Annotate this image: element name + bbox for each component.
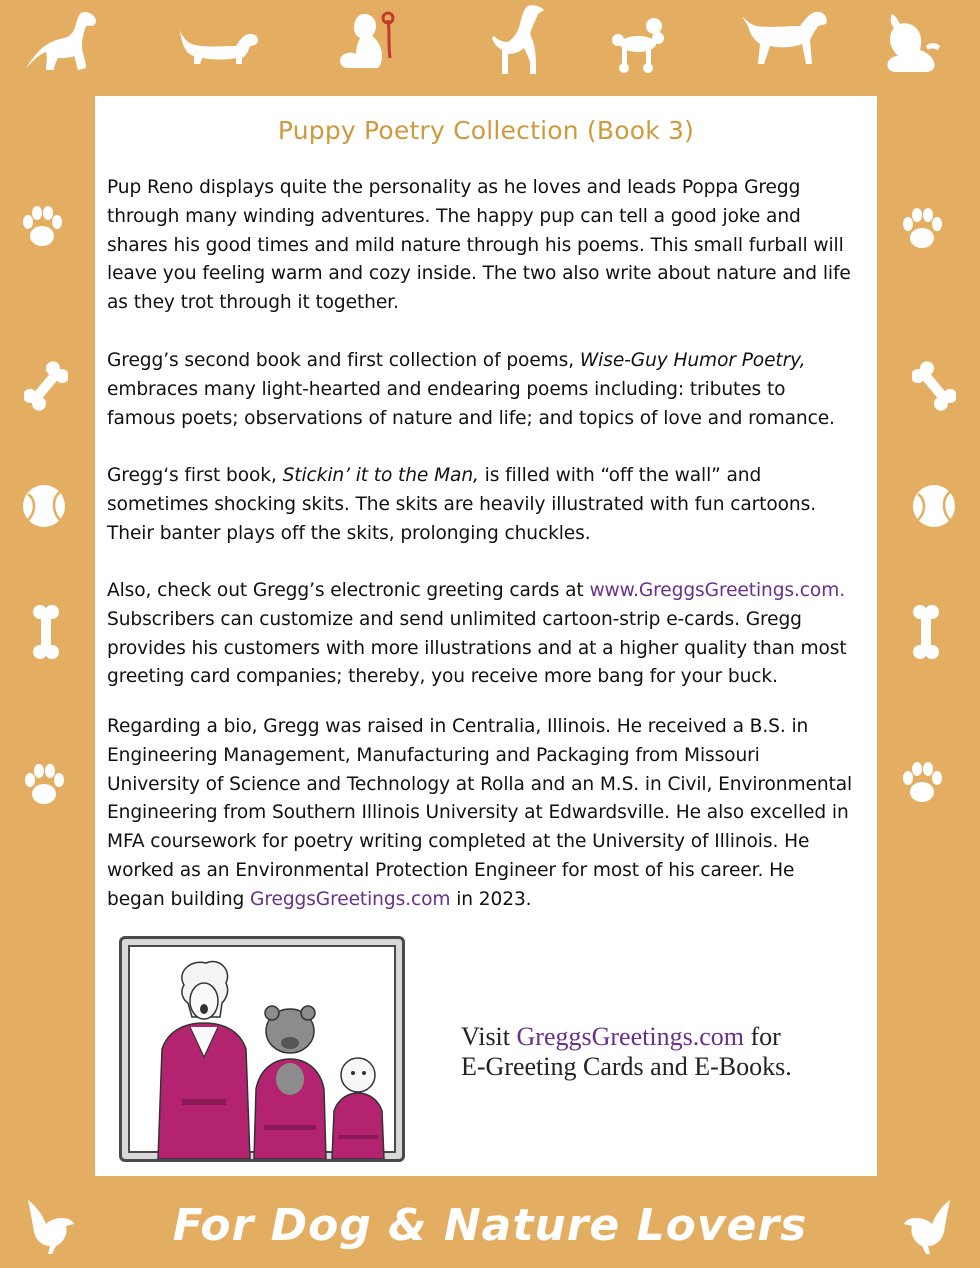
dog-icon [22, 8, 102, 74]
page-title: Puppy Poetry Collection (Book 3) [277, 116, 695, 145]
paragraph-text: Regarding a bio, Gregg was raised in Centralia, Illinois. He received a B.S. in Engineering Management, Manufacturing and Packaging from Missouri University of Science and Technology at Rolla and an M.S. in Civil, Environmental Engineering from Southern Illinois University at Edwardsville. He also excelled in MFA coursework for poetry writing completed at the University of Illinois. He worked as an Environmental Protection Engineer for most of his career. He began building [107, 716, 853, 910]
paw-icon [898, 206, 946, 254]
paw-icon [18, 204, 66, 252]
ball-icon [22, 484, 66, 528]
paragraph-text: is filled with “off the wall” and sometimes shocking skits. The skits are heavily illustrated with fun cartoons. Their banter plays off the skits, prolonging chuckles. [107, 465, 817, 544]
paragraph-intro [107, 174, 857, 318]
website-link[interactable]: GreggsGreetings.com [250, 888, 451, 910]
dog-scratching-icon [886, 10, 946, 76]
visit-line-2: E-Greeting Cards and E-Books. [461, 1052, 792, 1081]
paragraph-text: Gregg‘s first book, [107, 465, 283, 486]
visit-prefix: Visit [461, 1022, 517, 1051]
paragraph-text: Subscribers can customize and send unlimited cartoon-strip e-cards. Gregg provides his customers with more illustrations and at a higher quality than most greeting card companies; thereby, you receive more bang for your buck. [107, 608, 847, 688]
paragraph-text: Also, check out Gregg’s electronic greeting cards at [107, 580, 590, 601]
website-link[interactable]: www.GreggsGreetings.com. [589, 580, 846, 601]
bone-icon [28, 604, 64, 660]
dachshund-icon [176, 24, 260, 66]
greyhound-icon [488, 2, 550, 76]
cartoon-characters-image [122, 939, 402, 1159]
paragraph-first-book [107, 462, 857, 548]
paragraph-text: embraces many light-hearted and endearing poems including: tributes to famous poets; observations of nature and life; and topics of love and romance. [107, 378, 835, 429]
paragraph-second-book [107, 347, 857, 433]
dog-walking-icon [740, 6, 830, 70]
visit-suffix: for [743, 1022, 781, 1051]
paragraph-text: in 2023. [450, 888, 532, 910]
bone-icon [24, 360, 68, 412]
bone-icon [908, 604, 944, 660]
footer-tagline: For Dog & Nature Lovers [172, 1200, 808, 1251]
content-panel [95, 96, 877, 1176]
paw-icon [898, 760, 946, 808]
book-title: Stickin’ it to the Man, [282, 465, 479, 486]
cartoon-illustration [119, 936, 405, 1162]
visit-promo [461, 1022, 841, 1082]
bone-icon [912, 360, 956, 412]
visit-website-link[interactable]: GreggsGreetings.com [516, 1022, 744, 1051]
dog-with-leash-icon [336, 8, 416, 74]
paw-icon [20, 762, 68, 810]
poodle-icon [608, 16, 672, 74]
visit-line-1 [461, 1022, 841, 1052]
ball-icon [912, 484, 956, 528]
paragraph-bio [107, 713, 857, 915]
paragraph-greeting-cards [107, 577, 857, 692]
paragraph-intro-text: Pup Reno displays quite the personality as he loves and leads Poppa Gregg through many winding adventures. The happy pup can tell a good joke and shares his good times and mild nature through his poems. This small furball will leave you feeling warm and cozy inside. The two also write about nature and life as they trot through it together. [107, 177, 851, 314]
book-title: Wise-Guy Humor Poetry, [579, 350, 806, 371]
paragraph-text: Gregg’s second book and first collection of poems, [107, 350, 580, 371]
